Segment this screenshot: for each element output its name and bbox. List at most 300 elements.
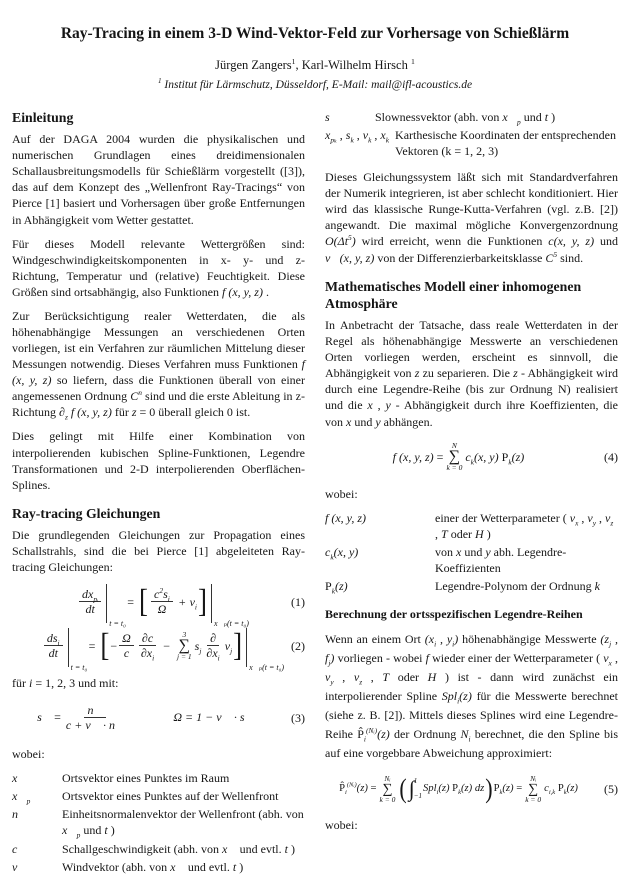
section-heading-einleitung: Einleitung [12, 109, 74, 125]
math-term [173, 709, 254, 725]
text-run: f (x, y, z) [392, 449, 434, 464]
symbol [325, 578, 435, 594]
equation-number: (3) [291, 710, 305, 725]
text-run: und [461, 545, 486, 560]
text-run: Ortsvektor eines Punktes auf der Wellenfront [62, 789, 279, 804]
definition-row [12, 788, 305, 804]
numerator [139, 631, 156, 646]
text-run: oder [389, 670, 428, 685]
equation-3 [12, 703, 305, 732]
text-run: i [167, 594, 170, 604]
text-run: abh. Legendre-Koeffizienten [435, 545, 567, 576]
text-run: y [330, 677, 334, 687]
text-run: der Ordnung [389, 727, 461, 742]
text-run: und evtl. [236, 841, 285, 856]
plus-sign: + [178, 594, 186, 609]
equation-number: (1) [291, 594, 305, 609]
text-run: i [194, 602, 197, 612]
symbol-description [395, 127, 618, 159]
text-run: x [456, 545, 462, 560]
equation-4-body [325, 442, 592, 472]
text-run: (x, y) [473, 449, 502, 464]
text-run: s [194, 638, 200, 653]
symbol [12, 770, 62, 786]
text-run: (Nᵢ) [366, 726, 378, 736]
wobei-label: wobei: [325, 818, 358, 833]
text-run: Zur Berücksichtigung realer Wetterdaten, die als höhenabhängige Messungen an verschiedenen Orten vorliegen, ist ein Verfahren zur räumlichen Mittelung dieser Messungen notwendig. Dieses Verfahren muss Funktionen [12, 308, 305, 372]
text-run: Spl [441, 689, 458, 704]
text-run: und [520, 109, 545, 124]
symbol [12, 788, 62, 804]
text-run: 1 [410, 56, 415, 66]
text-run: k [385, 135, 390, 145]
fraction [79, 587, 101, 616]
text-run: x [367, 398, 373, 413]
text-run: x⃗ [502, 109, 517, 124]
math-term [494, 782, 523, 796]
right-paren: ) [485, 772, 493, 804]
math-term [339, 782, 376, 796]
text-run: - Abhängigkeit durch ihre Koeffizienten, die von [325, 398, 618, 429]
math-term [544, 782, 578, 796]
equation-number: (5) [604, 782, 618, 797]
definition-row [325, 510, 618, 542]
text-run: T [441, 526, 448, 541]
math-term [37, 709, 61, 725]
text-run: n⃗ [12, 807, 28, 822]
integral [409, 777, 422, 801]
text-run: (z) [377, 727, 390, 742]
equation-5 [325, 772, 618, 804]
text-run: und evtl. [184, 859, 233, 874]
text-run: und [351, 414, 376, 429]
fraction [63, 703, 127, 732]
equation-2 [12, 627, 305, 672]
text-run: P̂ [339, 783, 346, 795]
text-run: Karthesische Koordinaten der entsprechenden Vektoren (k = 1, 2, 3) [395, 128, 616, 159]
equation-4 [325, 442, 618, 472]
text-run: P [452, 783, 459, 795]
text-run: (x, y) [333, 545, 359, 560]
text-run: , [372, 398, 386, 413]
text-run: i [29, 675, 33, 690]
denominator [82, 602, 97, 616]
text-run: Für dieses Modell relevante Wettergrößen sind: Windgeschwindigkeitskomponenten in x- y- und z-Richtung, Temperatur und (relative) Feuchtigkeit. Diese Größen sind ortsabhängig, also Funktionen [12, 236, 305, 299]
text-run: ∂c [141, 631, 154, 646]
text-run: n [138, 388, 142, 398]
symbol [325, 127, 395, 159]
text-run: = 1, 2, 3 und mit: [32, 675, 119, 690]
sum-upper-limit: 3 [182, 629, 187, 639]
text-run: dt [85, 602, 95, 617]
text-run: (z) [356, 783, 368, 795]
text-run: k [458, 789, 461, 797]
text-run: abhängen. [380, 414, 433, 429]
text-run: pₖ [330, 135, 337, 145]
symbol-definitions [12, 770, 305, 874]
symbol [12, 841, 62, 857]
paragraph [12, 131, 305, 227]
text-run: s⃗ [325, 109, 340, 124]
text-run: y [385, 398, 391, 413]
text-run: i [457, 696, 460, 706]
text-run: für [111, 405, 132, 420]
text-run: P [555, 783, 564, 795]
symbol [325, 510, 435, 542]
text-run: p [517, 117, 521, 127]
definition-row [12, 770, 305, 786]
text-run: , y [436, 632, 453, 647]
evaluation-bar [211, 584, 249, 628]
text-run: dx [82, 587, 94, 602]
text-run: wieder einer der Wetterparameter ( [428, 651, 604, 666]
text-run: , [578, 510, 588, 525]
text-run: s [163, 587, 168, 602]
condition: x⃗ₚ(t = t₀) [214, 618, 249, 628]
text-run: (z) [335, 579, 348, 594]
condition: t = t₀ [109, 618, 126, 628]
numerator [119, 631, 134, 646]
numerator [79, 587, 101, 602]
sigma-sign: ∑ [528, 781, 539, 797]
text-run: Ortsvektor eines Punktes im Raum [62, 771, 230, 786]
text-run: T [382, 670, 390, 685]
text-run: (x [424, 632, 435, 647]
sum-upper-limit: Nᵢ [530, 774, 537, 784]
text-run: Jürgen Zangers [215, 57, 292, 72]
text-run: z [131, 405, 137, 420]
sum-lower-limit: j = 1 [176, 652, 192, 662]
definition-row [12, 841, 305, 857]
left-column [12, 107, 305, 885]
text-run: 1 [291, 56, 296, 66]
math-term [393, 449, 444, 465]
text-run: k [368, 135, 372, 145]
text-run: k [330, 552, 334, 562]
text-run: v [325, 670, 331, 685]
text-run: N [460, 727, 469, 742]
sum-lower-limit: k = 0 [525, 794, 542, 804]
denominator [121, 646, 132, 660]
sum-upper-limit: Nᵢ [384, 774, 391, 784]
symbol-definitions [325, 510, 618, 594]
text-run: f (x, y, z) [67, 405, 112, 420]
text-run: z [414, 366, 420, 381]
text-run: Die grundlegenden Gleichungen zur Propagation eines Schallstrahls, sind die bei Pierce [1] abgeleiteten Ray-tracing Gleichungen: [12, 528, 305, 575]
integral-lower-limit: −1 [413, 791, 422, 800]
text-run: z [64, 412, 68, 422]
text-run: y [592, 518, 597, 528]
text-run: k [499, 789, 503, 797]
text-run: 2 [159, 586, 164, 596]
text-run: i,k [548, 789, 556, 797]
symbol [325, 544, 435, 576]
text-run: x⃗ [62, 823, 77, 838]
text-run: = [51, 710, 61, 725]
text-run: z [513, 366, 518, 381]
text-run: , f [325, 632, 619, 666]
text-run: P [501, 449, 509, 464]
text-run: x [346, 414, 352, 429]
definition-row [12, 859, 305, 875]
text-run: sind. [557, 250, 584, 265]
text-run: Ω [122, 631, 131, 646]
text-run: t [284, 841, 288, 856]
symbol-description [375, 109, 618, 125]
text-run: für [12, 675, 29, 690]
section-heading-modell: Mathematisches Modell einer inhomogenen Atmosphäre [325, 278, 582, 311]
fraction [44, 631, 63, 660]
equation-5-body [325, 772, 592, 804]
text-run: Slownessvektor (abh. von [375, 109, 503, 124]
text-run: . [262, 284, 269, 299]
text-run: ) [287, 841, 295, 856]
text-run: p [26, 796, 31, 806]
text-run: (z [600, 632, 610, 647]
text-run: , [333, 670, 354, 685]
text-run: x [380, 128, 386, 142]
text-run: (z) [511, 449, 525, 464]
definition-row [325, 578, 618, 594]
text-run: i [152, 653, 155, 663]
text-run: Windvektor (abh. von [62, 859, 171, 874]
text-run: höhenabhängige Messwerte [458, 632, 601, 647]
text-run: k [563, 789, 567, 797]
text-run: v [189, 594, 195, 609]
symbol-description [435, 578, 618, 594]
evaluation-bar [246, 628, 285, 672]
right-bracket: ] [198, 583, 207, 620]
text-run: von der Differenzierbarkeitsklasse [374, 250, 546, 265]
text-run: pᵢ [93, 594, 99, 604]
text-run: j [609, 639, 612, 649]
text-run: v [362, 128, 369, 142]
symbol-description [62, 841, 305, 857]
text-run: f (x, y, z) [12, 357, 305, 388]
text-run: i [436, 789, 439, 797]
fraction [119, 631, 134, 660]
denominator [46, 646, 61, 660]
text-run: x⃗ [12, 771, 27, 786]
text-run: t [104, 823, 108, 838]
fraction [151, 587, 173, 616]
paragraph [12, 527, 305, 575]
text-run: k [594, 579, 600, 594]
text-run: v [224, 638, 231, 653]
text-run: i [452, 639, 455, 649]
text-run: z [610, 518, 614, 528]
text-run: einer der Wetterparameter ( [435, 510, 570, 525]
equation-1-body [12, 583, 279, 628]
symbol-description [62, 788, 305, 804]
text-run: i [363, 734, 366, 744]
equation-scope-note [12, 675, 305, 691]
condition: x⃗ₚ(t = t₀) [249, 662, 285, 672]
summation [525, 775, 541, 803]
affiliation-line [12, 78, 618, 93]
summation [379, 775, 395, 803]
text-run: f (x, y, z) [325, 510, 366, 525]
text-run: j [199, 646, 202, 656]
text-run: 1 [157, 76, 162, 85]
text-run: i [468, 734, 471, 744]
text-run: c [544, 783, 549, 795]
text-run: c [12, 841, 18, 856]
equation-3-body [12, 703, 279, 732]
paragraph [325, 169, 618, 265]
definition-row [12, 806, 305, 838]
text-run: Einheitsnormalenvektor der Wellenfront (abh. von [62, 807, 304, 822]
text-run: , [336, 128, 346, 142]
text-run: Spl [422, 783, 437, 795]
fraction [138, 631, 157, 663]
sigma-sign: ∑ [178, 637, 191, 655]
text-run: ) [483, 526, 491, 541]
fraction [203, 631, 222, 663]
right-column [325, 107, 618, 885]
text-run: sind und die erste Ableitung in z-Richtung [12, 389, 305, 420]
text-run: berechnet, die den Spline bis auf eine vorgebbare Abweichung approximiert: [325, 727, 619, 761]
paragraph [12, 236, 305, 300]
text-run: Wenn an einem Ort [325, 632, 425, 647]
definition-row [325, 109, 618, 125]
text-run: c [123, 646, 130, 661]
text-run: k [470, 457, 474, 467]
text-run: v [353, 670, 360, 685]
denominator [203, 646, 222, 663]
text-run: j [230, 646, 233, 656]
text-run: f (x, y, z) [221, 284, 263, 299]
text-run: , [353, 128, 363, 142]
symbol [12, 859, 62, 875]
text-run: f [425, 651, 429, 666]
text-run: ∂x [206, 646, 218, 661]
equation-number: (4) [604, 449, 618, 464]
text-run: = 0 überall gleich 0 ist. [136, 405, 251, 420]
text-run: = [513, 783, 523, 795]
wobei-label: wobei: [325, 486, 358, 501]
paper-title: Ray-Tracing in einem 3-D Wind-Vektor-Feld zur Vorhersage von Schießlärm [60, 25, 570, 42]
text-run: wird erreicht, wenn die Funktionen [355, 234, 549, 249]
text-run: Ω = 1 − v⃗ · s⃗ [173, 710, 254, 725]
equals-sign: = [127, 594, 135, 609]
paragraph [325, 317, 618, 430]
text-run: Schallgeschwindigkeit (abh. von [62, 841, 222, 856]
text-run: z [359, 677, 363, 687]
text-run: , [611, 651, 619, 666]
numerator [207, 631, 219, 646]
minus-sign: − [110, 638, 118, 653]
equation-2-body [12, 627, 285, 672]
text-run: , [371, 128, 381, 142]
text-run: 5 [553, 249, 558, 259]
summation [177, 631, 192, 661]
text-run: i [434, 639, 437, 649]
text-run: , [435, 526, 441, 541]
text-run: , [362, 670, 383, 685]
text-run: v [605, 510, 611, 525]
sigma-sign: ∑ [448, 448, 461, 466]
text-run: ∂ [59, 405, 65, 420]
evaluation-bar [106, 584, 126, 628]
left-bracket: [ [139, 583, 149, 620]
text-run: dz [474, 783, 485, 795]
text-run: = [367, 783, 377, 795]
text-run: ) [236, 859, 244, 874]
text-run: Ω [157, 602, 167, 617]
right-bracket: ] [233, 627, 243, 664]
text-run: und [80, 823, 105, 838]
text-run: ) [330, 651, 335, 666]
text-run: P [493, 783, 500, 795]
text-run: ds [46, 631, 58, 646]
text-run: (z) [502, 783, 514, 795]
text-run: oder [447, 526, 476, 541]
text-run: k [350, 135, 354, 145]
summation [446, 442, 462, 472]
text-run: von [435, 545, 456, 560]
integral-upper-limit: 1 [413, 777, 418, 786]
text-run: y [485, 545, 491, 560]
math-term [465, 449, 524, 465]
text-run: Legendre-Polynom der Ordnung [435, 579, 595, 594]
sum-upper-limit: N [451, 440, 457, 450]
sigma-sign: ∑ [382, 781, 393, 797]
text-run: k [508, 457, 512, 467]
text-run: ∂x [140, 646, 153, 661]
minus-sign: − [163, 638, 170, 653]
symbol-description [62, 859, 305, 875]
text-run: x⃗ [170, 859, 185, 874]
text-run: t [544, 109, 549, 124]
text-run: C [130, 389, 139, 404]
text-run: (z) [459, 689, 472, 704]
text-run: ) [107, 823, 115, 838]
text-run: (z) [461, 783, 475, 795]
definition-row [325, 544, 618, 576]
text-run: (Nᵢ) [346, 781, 357, 789]
equals-sign: = [88, 638, 96, 653]
text-run: x⃗ [221, 841, 237, 856]
evaluation-bar [68, 628, 88, 672]
denominator [155, 602, 170, 616]
text-run: ) ist - dann wird zunächst ein interpolierender Spline [325, 670, 619, 704]
text-run: ) [548, 109, 556, 124]
text-run: (z) [438, 783, 453, 795]
math-term [195, 638, 202, 654]
left-bracket: [ [100, 627, 110, 664]
text-run: und [594, 234, 618, 249]
denominator [138, 646, 157, 663]
text-run: O(Δt [325, 234, 349, 249]
integral-limits [414, 777, 422, 801]
text-run: ∂ [210, 631, 217, 646]
text-run: , Karl-Wilhelm Hirsch [295, 57, 411, 72]
symbol-definitions [325, 109, 618, 159]
text-run: x [325, 128, 331, 142]
text-run: c [465, 449, 471, 464]
text-run: ) [351, 234, 356, 249]
text-run: i [57, 638, 60, 648]
text-run: c(x, y, z) [548, 234, 595, 249]
text-run: Dieses Gleichungssystem läßt sich mit Standardverfahren der Numerik integrieren, ist aber schlecht konditioniert. Hier wird das klassische Runge-Kutta-Verfahren (vgl. z.B. [2]) angewandt. Die maximal mögliche Konvergenzordnung [325, 170, 618, 233]
text-run: Dies gelingt mit Hilfe einer Kombination von interpolierenden kubischen Spline-Funktionen, Legendre Transformationen und 2-D interpolierenden Oberflächen-Splines. [12, 429, 305, 492]
text-run: H [427, 670, 437, 685]
wobei-label: wobei: [12, 747, 45, 762]
integral-sign: ∫ [408, 776, 415, 802]
text-run: x⃗ [12, 789, 27, 804]
text-run: P̂ [357, 727, 364, 742]
